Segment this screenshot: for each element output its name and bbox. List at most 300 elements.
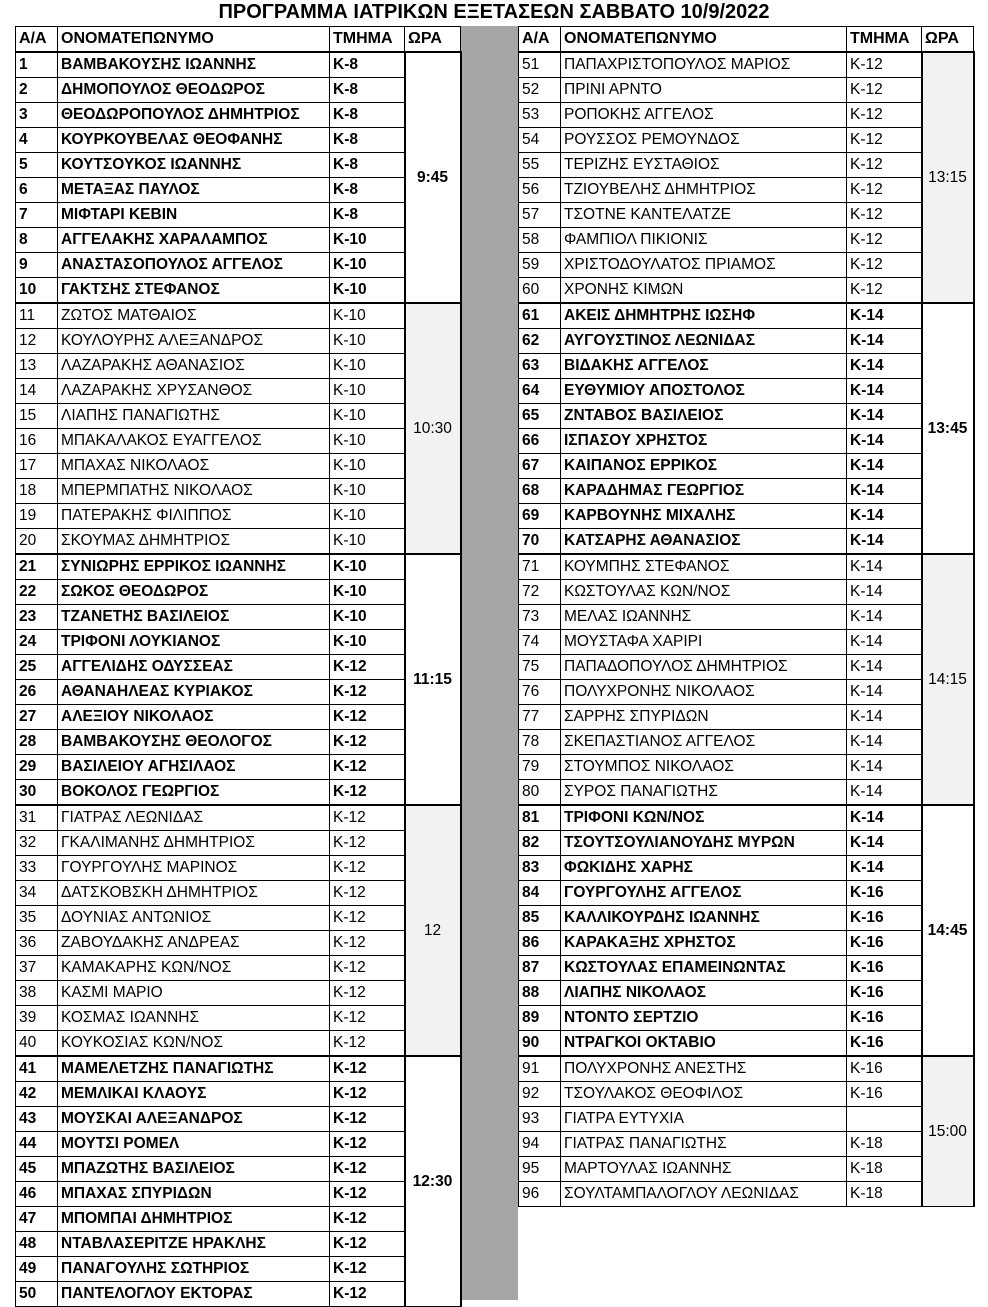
row-name: ΚΩΣΤΟΥΛΑΣ ΚΩΝ/ΝΟΣ bbox=[561, 580, 847, 605]
row-name: ΤΡΙΦΟΝΙ ΛΟΥΚΙΑΝΟΣ bbox=[58, 630, 330, 655]
row-dept: Κ-14 bbox=[847, 554, 922, 580]
table-row bbox=[519, 52, 974, 78]
row-number: 90 bbox=[519, 1031, 561, 1057]
row-number: 45 bbox=[16, 1157, 58, 1182]
row-dept: Κ-14 bbox=[847, 856, 922, 881]
row-name: ΝΤΡΑΓΚΟΙ ΟΚΤΑΒΙΟ bbox=[561, 1031, 847, 1057]
row-number: 82 bbox=[519, 831, 561, 856]
row-name: ΚΟΣΜΑΣ ΙΩΑΝΝΗΣ bbox=[58, 1006, 330, 1031]
row-name: ΚΟΥΛΟΥΡΗΣ ΑΛΕΞΑΝΔΡΟΣ bbox=[58, 329, 330, 354]
row-dept: Κ-14 bbox=[847, 479, 922, 504]
row-dept: Κ-14 bbox=[847, 329, 922, 354]
table-row bbox=[519, 856, 974, 881]
row-dept: Κ-8 bbox=[330, 78, 405, 103]
row-number: 1 bbox=[16, 52, 58, 78]
row-dept: Κ-12 bbox=[330, 780, 405, 806]
table-row bbox=[519, 805, 974, 831]
row-name: ΚΩΣΤΟΥΛΑΣ ΕΠΑΜΕΙΝΩΝΤΑΣ bbox=[561, 956, 847, 981]
table-row bbox=[16, 655, 461, 680]
row-name: ΙΣΠΑΣΟΥ ΧΡΗΣΤΟΣ bbox=[561, 429, 847, 454]
row-name: ΚΑΡΑΔΗΜΑΣ ΓΕΩΡΓΙΟΣ bbox=[561, 479, 847, 504]
row-number: 78 bbox=[519, 730, 561, 755]
row-name: ΑΥΓΟΥΣΤΙΝΟΣ ΛΕΩΝΙΔΑΣ bbox=[561, 329, 847, 354]
row-name: ΚΟΥΡΚΟΥΒΕΛΑΣ ΘΕΟΦΑΝΗΣ bbox=[58, 128, 330, 153]
row-dept: Κ-10 bbox=[330, 329, 405, 354]
table-row bbox=[519, 454, 974, 479]
row-dept: Κ-12 bbox=[847, 103, 922, 128]
row-name: ΔΟΥΝΙΑΣ ΑΝΤΩΝΙΟΣ bbox=[58, 906, 330, 931]
row-dept: Κ-14 bbox=[847, 730, 922, 755]
row-dept: Κ-14 bbox=[847, 755, 922, 780]
row-dept: Κ-14 bbox=[847, 605, 922, 630]
row-name: ΓΙΑΤΡΑΣ ΠΑΝΑΓΙΩΤΗΣ bbox=[561, 1132, 847, 1157]
row-dept: Κ-12 bbox=[330, 680, 405, 705]
row-number: 57 bbox=[519, 203, 561, 228]
table-row bbox=[519, 1082, 974, 1107]
row-number: 6 bbox=[16, 178, 58, 203]
row-number: 60 bbox=[519, 278, 561, 304]
table-row bbox=[519, 1031, 974, 1057]
row-number: 5 bbox=[16, 153, 58, 178]
row-number: 10 bbox=[16, 278, 58, 304]
row-number: 59 bbox=[519, 253, 561, 278]
row-name: ΦΑΜΠΙΟΛ ΠΙΚΙΟΝΙΣ bbox=[561, 228, 847, 253]
row-dept: Κ-10 bbox=[330, 354, 405, 379]
table-row bbox=[16, 605, 461, 630]
row-number: 91 bbox=[519, 1056, 561, 1082]
row-name: ΜΠΑΚΑΛΑΚΟΣ ΕΥΑΓΓΕΛΟΣ bbox=[58, 429, 330, 454]
row-name: ΠΑΠΑΔΟΠΟΥΛΟΣ ΔΗΜΗΤΡΙΟΣ bbox=[561, 655, 847, 680]
row-dept bbox=[847, 1107, 922, 1132]
table-row bbox=[519, 705, 974, 730]
row-number: 36 bbox=[16, 931, 58, 956]
row-name: ΚΑΤΣΑΡΗΣ ΑΘΑΝΑΣΙΟΣ bbox=[561, 529, 847, 555]
table-row bbox=[16, 52, 461, 78]
row-dept: Κ-16 bbox=[847, 956, 922, 981]
table-row bbox=[519, 178, 974, 203]
row-number: 86 bbox=[519, 931, 561, 956]
row-dept: Κ-12 bbox=[330, 705, 405, 730]
row-dept: Κ-16 bbox=[847, 1031, 922, 1057]
row-name: ΜΑΡΤΟΥΛΑΣ ΙΩΑΝΝΗΣ bbox=[561, 1157, 847, 1182]
row-dept: Κ-12 bbox=[330, 1132, 405, 1157]
row-number: 23 bbox=[16, 605, 58, 630]
row-name: ΑΓΓΕΛΙΔΗΣ ΟΔΥΣΣΕΑΣ bbox=[58, 655, 330, 680]
table-row bbox=[519, 329, 974, 354]
row-dept: Κ-12 bbox=[330, 856, 405, 881]
row-number: 35 bbox=[16, 906, 58, 931]
row-name: ΣΩΚΟΣ ΘΕΟΔΩΡΟΣ bbox=[58, 580, 330, 605]
row-name: ΣΚΕΠΑΣΤΙΑΝΟΣ ΑΓΓΕΛΟΣ bbox=[561, 730, 847, 755]
table-row bbox=[16, 956, 461, 981]
table-row bbox=[16, 1082, 461, 1107]
row-dept: Κ-14 bbox=[847, 630, 922, 655]
row-name: ΡΟΠΟΚΗΣ ΑΓΓΕΛΟΣ bbox=[561, 103, 847, 128]
row-dept: Κ-14 bbox=[847, 655, 922, 680]
row-dept: Κ-12 bbox=[330, 906, 405, 931]
row-name: ΖΝΤΑΒΟΣ ΒΑΣΙΛΕΙΟΣ bbox=[561, 404, 847, 429]
table-row bbox=[16, 755, 461, 780]
header-name: ΟΝΟΜΑΤΕΠΩΝΥΜΟ bbox=[561, 27, 847, 53]
row-number: 93 bbox=[519, 1107, 561, 1132]
table-row bbox=[16, 1006, 461, 1031]
row-name: ΣΟΥΛΤΑΜΠΑΛΟΓΛΟΥ ΛΕΩΝΙΔΑΣ bbox=[561, 1182, 847, 1207]
row-dept: Κ-12 bbox=[330, 805, 405, 831]
table-row bbox=[519, 1006, 974, 1031]
row-dept: Κ-18 bbox=[847, 1182, 922, 1207]
table-row bbox=[16, 1031, 461, 1057]
row-name: ΚΑΛΛΙΚΟΥΡΔΗΣ ΙΩΑΝΝΗΣ bbox=[561, 906, 847, 931]
row-name: ΠΡΙΝΙ ΑΡΝΤΟ bbox=[561, 78, 847, 103]
table-row bbox=[16, 805, 461, 831]
row-number: 80 bbox=[519, 780, 561, 806]
row-dept: Κ-10 bbox=[330, 454, 405, 479]
table-row bbox=[16, 454, 461, 479]
row-name: ΒΟΚΟΛΟΣ ΓΕΩΡΓΙΟΣ bbox=[58, 780, 330, 806]
table-row bbox=[16, 1132, 461, 1157]
row-dept: Κ-10 bbox=[330, 303, 405, 329]
row-number: 66 bbox=[519, 429, 561, 454]
table-row bbox=[16, 78, 461, 103]
row-name: ΓΑΚΤΣΗΣ ΣΤΕΦΑΝΟΣ bbox=[58, 278, 330, 304]
row-dept: Κ-14 bbox=[847, 303, 922, 329]
row-number: 22 bbox=[16, 580, 58, 605]
header-row bbox=[16, 27, 461, 53]
row-dept: Κ-10 bbox=[330, 228, 405, 253]
row-number: 2 bbox=[16, 78, 58, 103]
row-name: ΜΟΥΣΚΑΙ ΑΛΕΞΑΝΔΡΟΣ bbox=[58, 1107, 330, 1132]
row-dept: Κ-14 bbox=[847, 680, 922, 705]
row-dept: Κ-8 bbox=[330, 128, 405, 153]
row-name: ΓΚΑΛΙΜΑΝΗΣ ΔΗΜΗΤΡΙΟΣ bbox=[58, 831, 330, 856]
row-dept: Κ-14 bbox=[847, 454, 922, 479]
table-row bbox=[519, 1107, 974, 1132]
row-number: 32 bbox=[16, 831, 58, 856]
row-dept: Κ-12 bbox=[847, 203, 922, 228]
row-dept: Κ-16 bbox=[847, 881, 922, 906]
row-number: 49 bbox=[16, 1257, 58, 1282]
table-row bbox=[16, 981, 461, 1006]
table-row bbox=[16, 1207, 461, 1232]
table-row bbox=[519, 655, 974, 680]
row-dept: Κ-12 bbox=[330, 1257, 405, 1282]
row-dept: Κ-10 bbox=[330, 379, 405, 404]
row-number: 84 bbox=[519, 881, 561, 906]
row-name: ΚΑΡΒΟΥΝΗΣ ΜΙΧΑΛΗΣ bbox=[561, 504, 847, 529]
table-row bbox=[16, 479, 461, 504]
row-name: ΚΟΥΚΟΣΙΑΣ ΚΩΝ/ΝΟΣ bbox=[58, 1031, 330, 1057]
row-name: ΦΩΚΙΔΗΣ ΧΑΡΗΣ bbox=[561, 856, 847, 881]
table-row bbox=[16, 128, 461, 153]
row-number: 38 bbox=[16, 981, 58, 1006]
row-name: ΤΣΟΥΤΣΟΥΛΙΑΝΟΥΔΗΣ ΜΥΡΩΝ bbox=[561, 831, 847, 856]
row-number: 94 bbox=[519, 1132, 561, 1157]
schedule-body-left bbox=[16, 52, 461, 1307]
row-number: 39 bbox=[16, 1006, 58, 1031]
row-number: 7 bbox=[16, 203, 58, 228]
table-row bbox=[519, 1132, 974, 1157]
schedule-table-right bbox=[518, 26, 975, 1207]
row-number: 50 bbox=[16, 1282, 58, 1307]
row-dept: Κ-12 bbox=[847, 78, 922, 103]
row-dept: Κ-14 bbox=[847, 780, 922, 806]
table-row bbox=[16, 303, 461, 329]
row-dept: Κ-16 bbox=[847, 981, 922, 1006]
page-title: ΠΡΟΓΡΑΜΜΑ ΙΑΤΡΙΚΩΝ ΕΞΕΤΑΣΕΩΝ ΣΑΒΒΑΤΟ 10/9/2022 bbox=[218, 1, 770, 23]
table-row bbox=[519, 956, 974, 981]
group-time: 12 bbox=[405, 805, 461, 1056]
table-row bbox=[16, 329, 461, 354]
row-name: ΜΠΑΧΑΣ ΣΠΥΡΙΔΩΝ bbox=[58, 1182, 330, 1207]
table-row bbox=[519, 479, 974, 504]
row-dept: Κ-14 bbox=[847, 404, 922, 429]
row-dept: Κ-12 bbox=[330, 1082, 405, 1107]
row-number: 64 bbox=[519, 379, 561, 404]
row-number: 14 bbox=[16, 379, 58, 404]
row-name: ΑΝΑΣΤΑΣΟΠΟΥΛΟΣ ΑΓΓΕΛΟΣ bbox=[58, 253, 330, 278]
row-name: ΝΤΑΒΛΑΣΕΡΙΤΖΕ ΗΡΑΚΛΗΣ bbox=[58, 1232, 330, 1257]
row-dept: Κ-12 bbox=[330, 931, 405, 956]
row-name: ΜΠΕΡΜΠΑΤΗΣ ΝΙΚΟΛΑΟΣ bbox=[58, 479, 330, 504]
schedule-table-left bbox=[15, 26, 462, 1307]
row-name: ΒΑΣΙΛΕΙΟΥ ΑΓΗΣΙΛΑΟΣ bbox=[58, 755, 330, 780]
table-row bbox=[519, 278, 974, 304]
row-number: 95 bbox=[519, 1157, 561, 1182]
table-row bbox=[519, 1182, 974, 1207]
row-name: ΚΑΡΑΚΑΞΗΣ ΧΡΗΣΤΟΣ bbox=[561, 931, 847, 956]
row-dept: Κ-12 bbox=[330, 1232, 405, 1257]
row-number: 29 bbox=[16, 755, 58, 780]
row-dept: Κ-12 bbox=[330, 1107, 405, 1132]
row-name: ΛΑΖΑΡΑΚΗΣ ΑΘΑΝΑΣΙΟΣ bbox=[58, 354, 330, 379]
row-dept: Κ-14 bbox=[847, 529, 922, 555]
table-row bbox=[519, 228, 974, 253]
table-row bbox=[16, 504, 461, 529]
group-time: 10:30 bbox=[405, 303, 461, 554]
row-name: ΠΑΠΑΧΡΙΣΤΟΠΟΥΛΟΣ ΜΑΡΙΟΣ bbox=[561, 52, 847, 78]
table-row bbox=[16, 253, 461, 278]
table-row bbox=[519, 605, 974, 630]
row-dept: Κ-12 bbox=[330, 1282, 405, 1307]
table-row bbox=[16, 203, 461, 228]
row-number: 11 bbox=[16, 303, 58, 329]
row-name: ΜΕΜΛΙΚΑΙ ΚΛΑΟΥΣ bbox=[58, 1082, 330, 1107]
row-number: 31 bbox=[16, 805, 58, 831]
row-number: 51 bbox=[519, 52, 561, 78]
table-row bbox=[519, 103, 974, 128]
header-dept: ΤΜΗΜΑ bbox=[847, 27, 922, 53]
table-row bbox=[16, 529, 461, 555]
row-name: ΣΥΡΟΣ ΠΑΝΑΓΙΩΤΗΣ bbox=[561, 780, 847, 806]
row-name: ΑΛΕΞΙΟΥ ΝΙΚΟΛΑΟΣ bbox=[58, 705, 330, 730]
row-number: 75 bbox=[519, 655, 561, 680]
table-row bbox=[16, 228, 461, 253]
header-time: ΩΡΑ bbox=[405, 27, 461, 53]
row-name: ΧΡΙΣΤΟΔΟΥΛΑΤΟΣ ΠΡΙΑΜΟΣ bbox=[561, 253, 847, 278]
table-row bbox=[16, 580, 461, 605]
row-name: ΣΤΟΥΜΠΟΣ ΝΙΚΟΛΑΟΣ bbox=[561, 755, 847, 780]
row-name: ΠΑΤΕΡΑΚΗΣ ΦΙΛΙΠΠΟΣ bbox=[58, 504, 330, 529]
table-row bbox=[519, 153, 974, 178]
row-number: 67 bbox=[519, 454, 561, 479]
table-row bbox=[16, 931, 461, 956]
row-name: ΓΙΑΤΡΑ ΕΥΤΥΧΙΑ bbox=[561, 1107, 847, 1132]
row-number: 69 bbox=[519, 504, 561, 529]
group-time: 13:15 bbox=[922, 52, 974, 303]
row-number: 42 bbox=[16, 1082, 58, 1107]
row-dept: Κ-8 bbox=[330, 103, 405, 128]
row-number: 61 bbox=[519, 303, 561, 329]
row-number: 19 bbox=[16, 504, 58, 529]
row-number: 41 bbox=[16, 1056, 58, 1082]
table-row bbox=[519, 981, 974, 1006]
row-number: 15 bbox=[16, 404, 58, 429]
row-number: 12 bbox=[16, 329, 58, 354]
table-row bbox=[16, 1257, 461, 1282]
row-dept: Κ-14 bbox=[847, 504, 922, 529]
row-name: ΣΚΟΥΜΑΣ ΔΗΜΗΤΡΙΟΣ bbox=[58, 529, 330, 555]
row-name: ΖΑΒΟΥΔΑΚΗΣ ΑΝΔΡΕΑΣ bbox=[58, 931, 330, 956]
row-dept: Κ-18 bbox=[847, 1132, 922, 1157]
table-row bbox=[16, 1232, 461, 1257]
row-dept: Κ-12 bbox=[330, 1157, 405, 1182]
row-number: 85 bbox=[519, 906, 561, 931]
table-row bbox=[519, 1157, 974, 1182]
table-row bbox=[16, 881, 461, 906]
row-name: ΜΕΛΑΣ ΙΩΑΝΝΗΣ bbox=[561, 605, 847, 630]
table-row bbox=[519, 504, 974, 529]
row-number: 26 bbox=[16, 680, 58, 705]
table-row bbox=[519, 881, 974, 906]
table-row bbox=[519, 1056, 974, 1082]
table-row bbox=[519, 906, 974, 931]
row-dept: Κ-8 bbox=[330, 178, 405, 203]
row-number: 25 bbox=[16, 655, 58, 680]
row-dept: Κ-10 bbox=[330, 630, 405, 655]
row-dept: Κ-16 bbox=[847, 906, 922, 931]
table-row bbox=[519, 755, 974, 780]
row-dept: Κ-10 bbox=[330, 504, 405, 529]
row-dept: Κ-10 bbox=[330, 429, 405, 454]
row-number: 8 bbox=[16, 228, 58, 253]
row-name: ΤΕΡΙΖΗΣ ΕΥΣΤΑΘΙΟΣ bbox=[561, 153, 847, 178]
header-row bbox=[519, 27, 974, 53]
row-number: 17 bbox=[16, 454, 58, 479]
table-row bbox=[16, 831, 461, 856]
row-number: 62 bbox=[519, 329, 561, 354]
table-row bbox=[16, 153, 461, 178]
row-name: ΓΙΑΤΡΑΣ ΛΕΩΝΙΔΑΣ bbox=[58, 805, 330, 831]
row-dept: Κ-16 bbox=[847, 1082, 922, 1107]
row-dept: Κ-10 bbox=[330, 479, 405, 504]
row-name: ΔΑΤΣΚΟΒΣΚΗ ΔΗΜΗΤΡΙΟΣ bbox=[58, 881, 330, 906]
row-dept: Κ-8 bbox=[330, 203, 405, 228]
row-dept: Κ-14 bbox=[847, 429, 922, 454]
table-row bbox=[16, 404, 461, 429]
row-number: 13 bbox=[16, 354, 58, 379]
table-row bbox=[16, 379, 461, 404]
row-dept: Κ-10 bbox=[330, 605, 405, 630]
group-time: 13:45 bbox=[922, 303, 974, 554]
row-dept: Κ-14 bbox=[847, 354, 922, 379]
row-dept: Κ-12 bbox=[330, 755, 405, 780]
row-name: ΑΘΑΝΑΗΛΕΑΣ ΚΥΡΙΑΚΟΣ bbox=[58, 680, 330, 705]
row-dept: Κ-8 bbox=[330, 52, 405, 78]
row-number: 37 bbox=[16, 956, 58, 981]
group-time: 9:45 bbox=[405, 52, 461, 303]
row-name: ΣΑΡΡΗΣ ΣΠΥΡΙΔΩΝ bbox=[561, 705, 847, 730]
group-time: 12:30 bbox=[405, 1056, 461, 1307]
row-number: 53 bbox=[519, 103, 561, 128]
row-number: 77 bbox=[519, 705, 561, 730]
row-number: 4 bbox=[16, 128, 58, 153]
table-row bbox=[519, 429, 974, 454]
header-time: ΩΡΑ bbox=[922, 27, 974, 53]
row-dept: Κ-10 bbox=[330, 529, 405, 555]
table-row bbox=[16, 1157, 461, 1182]
row-name: ΖΩΤΟΣ ΜΑΤΘΑΙΟΣ bbox=[58, 303, 330, 329]
row-name: ΜΕΤΑΞΑΣ ΠΑΥΛΟΣ bbox=[58, 178, 330, 203]
row-name: ΒΙΔΑΚΗΣ ΑΓΓΕΛΟΣ bbox=[561, 354, 847, 379]
row-name: ΜΠΑΖΩΤΗΣ ΒΑΣΙΛΕΙΟΣ bbox=[58, 1157, 330, 1182]
row-dept: Κ-12 bbox=[847, 278, 922, 304]
row-number: 21 bbox=[16, 554, 58, 580]
row-name: ΑΓΓΕΛΑΚΗΣ ΧΑΡΑΛΑΜΠΟΣ bbox=[58, 228, 330, 253]
row-name: ΜΟΥΣΤΑΦΑ ΧΑΡΙΡΙ bbox=[561, 630, 847, 655]
row-name: ΣΥΝΙΩΡΗΣ ΕΡΡΙΚΟΣ ΙΩΑΝΝΗΣ bbox=[58, 554, 330, 580]
row-name: ΤΣΟΤΝΕ ΚΑΝΤΕΛΑΤΖΕ bbox=[561, 203, 847, 228]
table-row bbox=[519, 203, 974, 228]
row-number: 20 bbox=[16, 529, 58, 555]
row-dept: Κ-12 bbox=[847, 228, 922, 253]
row-number: 68 bbox=[519, 479, 561, 504]
row-dept: Κ-10 bbox=[330, 253, 405, 278]
row-name: ΜΠΟΜΠΑΙ ΔΗΜΗΤΡΙΟΣ bbox=[58, 1207, 330, 1232]
row-dept: Κ-14 bbox=[847, 379, 922, 404]
row-name: ΠΑΝΤΕΛΟΓΛΟΥ ΕΚΤΟΡΑΣ bbox=[58, 1282, 330, 1307]
row-dept: Κ-14 bbox=[847, 831, 922, 856]
row-number: 96 bbox=[519, 1182, 561, 1207]
row-name: ΠΟΛΥΧΡΟΝΗΣ ΝΙΚΟΛΑΟΣ bbox=[561, 680, 847, 705]
row-dept: Κ-12 bbox=[847, 153, 922, 178]
row-dept: Κ-8 bbox=[330, 153, 405, 178]
table-row bbox=[519, 831, 974, 856]
row-number: 9 bbox=[16, 253, 58, 278]
row-dept: Κ-12 bbox=[330, 881, 405, 906]
row-name: ΜΟΥΤΣΙ ΡΟΜΕΛ bbox=[58, 1132, 330, 1157]
row-name: ΒΑΜΒΑΚΟΥΣΗΣ ΘΕΟΛΟΓΟΣ bbox=[58, 730, 330, 755]
row-dept: Κ-12 bbox=[330, 1006, 405, 1031]
row-number: 89 bbox=[519, 1006, 561, 1031]
row-number: 52 bbox=[519, 78, 561, 103]
row-number: 88 bbox=[519, 981, 561, 1006]
row-name: ΤΡΙΦΟΝΙ ΚΩΝ/ΝΟΣ bbox=[561, 805, 847, 831]
row-name: ΜΑΜΕΛΕΤΖΗΣ ΠΑΝΑΓΙΩΤΗΣ bbox=[58, 1056, 330, 1082]
row-dept: Κ-12 bbox=[847, 253, 922, 278]
row-dept: Κ-14 bbox=[847, 705, 922, 730]
table-row bbox=[16, 1056, 461, 1082]
row-number: 72 bbox=[519, 580, 561, 605]
row-number: 44 bbox=[16, 1132, 58, 1157]
row-number: 71 bbox=[519, 554, 561, 580]
column-separator-band bbox=[461, 26, 518, 1300]
row-name: ΚΑΜΑΚΑΡΗΣ ΚΩΝ/ΝΟΣ bbox=[58, 956, 330, 981]
row-dept: Κ-16 bbox=[847, 1056, 922, 1082]
row-number: 70 bbox=[519, 529, 561, 555]
row-name: ΓΟΥΡΓΟΥΛΗΣ ΑΓΓΕΛΟΣ bbox=[561, 881, 847, 906]
row-number: 43 bbox=[16, 1107, 58, 1132]
table-row bbox=[16, 856, 461, 881]
